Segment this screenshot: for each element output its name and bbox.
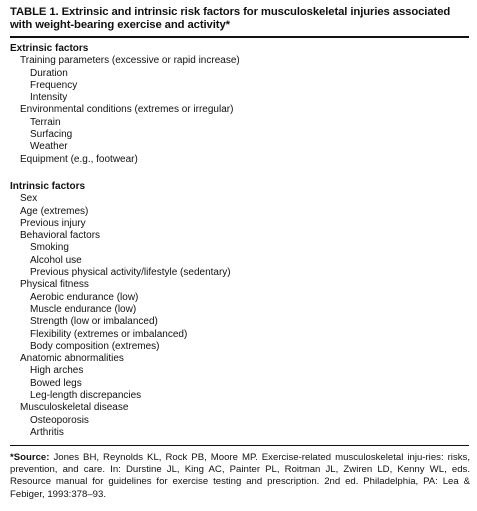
top-rule — [10, 36, 469, 38]
list-item: Previous physical activity/lifestyle (sedentary) — [30, 267, 231, 279]
source-footnote — [10, 452, 470, 501]
list-item: Alcohol use — [30, 254, 82, 266]
list-item: Surfacing — [30, 129, 73, 141]
list-item: Musculoskeletal disease — [20, 402, 129, 414]
footnote-label: *Source: — [10, 452, 50, 463]
list-item: High arches — [30, 365, 84, 377]
list-item: Equipment (e.g., footwear) — [20, 153, 138, 165]
list-item: Intensity — [30, 92, 68, 104]
extrinsic-section — [10, 43, 470, 166]
extrinsic-heading: Extrinsic factors — [10, 43, 89, 54]
list-item: Anatomic abnormalities — [20, 353, 124, 365]
list-item: Bowed legs — [30, 377, 82, 389]
list-item: Behavioral factors — [20, 230, 101, 242]
list-item: Duration — [30, 67, 68, 79]
list-item: Aerobic endurance (low) — [30, 291, 139, 303]
list-item: Strength (low or imbalanced) — [30, 316, 158, 328]
intrinsic-section — [10, 181, 470, 439]
extrinsic-list — [10, 55, 470, 166]
list-item: Leg-length discrepancies — [30, 390, 142, 402]
bottom-rule — [10, 445, 469, 446]
list-item: Sex — [20, 193, 38, 205]
intrinsic-heading: Intrinsic factors — [10, 181, 86, 192]
list-item: Body composition (extremes) — [30, 340, 160, 352]
list-item: Age (extremes) — [20, 205, 89, 217]
list-item: Flexibility (extremes or imbalanced) — [30, 328, 188, 340]
list-item: Smoking — [30, 242, 69, 254]
intrinsic-list — [10, 193, 470, 439]
list-item: Physical fitness — [20, 279, 89, 291]
list-item: Environmental conditions (extremes or irregular) — [20, 104, 234, 116]
footnote-text: Jones BH, Reynolds KL, Rock PB, Moore MP. Exercise-related musculoskeletal inju-ries: risks, prevention, and care. In: Durstine JL, King AC, Painter PL, Roitman JL, Zwiren LD, Kenny WL, eds. Resource manual for guidelines for exercise testing and prescription. 2nd ed. Philadelphia, PA: Lea & Febiger, 1993:378–93. — [10, 452, 470, 500]
list-item: Training parameters (excessive or rapid increase) — [20, 55, 240, 67]
list-item: Terrain — [30, 116, 61, 128]
list-item: Previous injury — [20, 217, 86, 229]
list-item: Weather — [30, 141, 68, 153]
list-item: Muscle endurance (low) — [30, 303, 137, 315]
table-title: TABLE 1. Extrinsic and intrinsic risk factors for musculoskeletal injuries associated with weight-bearing exercise and activity* — [10, 6, 451, 31]
list-item: Arthritis — [30, 426, 64, 438]
list-item: Frequency — [30, 79, 78, 91]
list-item: Osteoporosis — [30, 414, 89, 426]
